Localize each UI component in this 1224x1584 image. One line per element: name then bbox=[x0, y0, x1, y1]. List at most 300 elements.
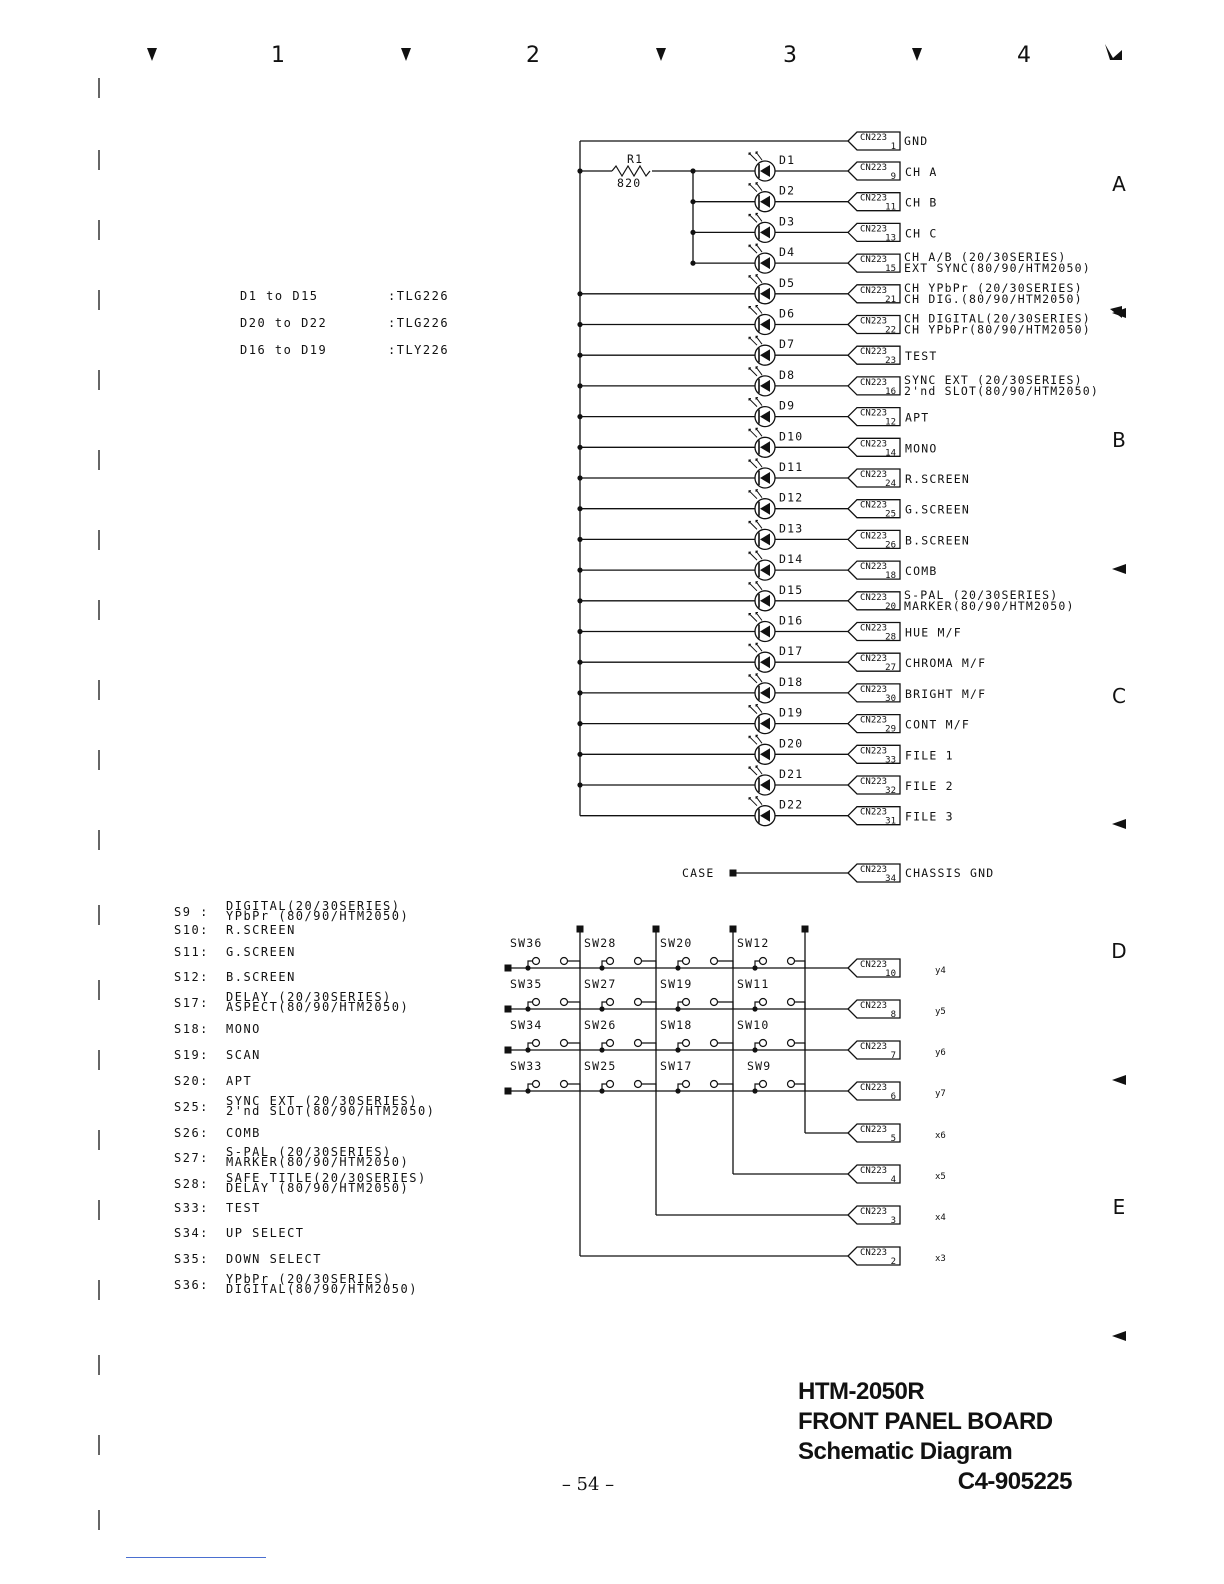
led-d1 bbox=[749, 152, 795, 181]
connector-cn223 bbox=[848, 1041, 900, 1061]
connector-name: CN223 bbox=[860, 1125, 888, 1135]
junction-dot bbox=[577, 598, 582, 603]
led-function-label: FILE 2 bbox=[905, 779, 954, 793]
connector-name: CN223 bbox=[860, 746, 888, 757]
switch-legend-row-value: YPbPr (80/90/HTM2050) bbox=[226, 909, 410, 923]
led-part-legend bbox=[240, 290, 500, 370]
led-emission-arrows bbox=[749, 213, 762, 222]
led-d9 bbox=[749, 398, 795, 427]
switch-contact bbox=[533, 1040, 540, 1047]
column-marker-2: 2 bbox=[526, 43, 540, 68]
column-signal: x6 bbox=[935, 1131, 946, 1141]
connector-cn223 bbox=[848, 530, 900, 550]
led-emission-arrows bbox=[749, 613, 762, 622]
switch-contact bbox=[683, 958, 690, 965]
connector-cn223 bbox=[848, 807, 900, 827]
connector-name: CN223 bbox=[860, 470, 888, 480]
connector-pin: 32 bbox=[885, 786, 896, 796]
switch-legend-row-value: R.SCREEN bbox=[226, 923, 296, 937]
led-ref: D6 bbox=[779, 306, 796, 321]
led-ref: D4 bbox=[779, 245, 796, 260]
connector-name: CN223 bbox=[860, 163, 888, 173]
connector-pin: 21 bbox=[885, 294, 896, 305]
connector-name: CN223 bbox=[860, 133, 888, 143]
led-emission-arrows bbox=[749, 459, 762, 468]
switch-contact bbox=[788, 1040, 795, 1047]
led-legend-row-value: :TLY226 bbox=[388, 343, 450, 357]
switch-contact bbox=[760, 958, 767, 965]
title-block bbox=[798, 1377, 1098, 1497]
led-function-label: EXT SYNC(80/90/HTM2050) bbox=[904, 261, 1091, 276]
junction-dot bbox=[752, 1006, 757, 1011]
junction-dot bbox=[577, 168, 582, 173]
switch-legend-row-value: APT bbox=[226, 1074, 253, 1088]
connector-pin: 33 bbox=[885, 755, 896, 766]
switch-ref-sw25: SW25 bbox=[584, 1059, 617, 1073]
junction-dot bbox=[577, 690, 582, 695]
connector-name: CN223 bbox=[860, 807, 888, 818]
connector-pin: 14 bbox=[885, 448, 896, 459]
junction-dot bbox=[690, 199, 695, 204]
junction-dot bbox=[577, 660, 582, 665]
led-function-label: TEST bbox=[905, 349, 938, 364]
led-emission-arrows bbox=[749, 520, 762, 529]
connector-name: CN223 bbox=[860, 439, 888, 450]
switch-legend-row-key: S11: bbox=[174, 945, 209, 959]
connector-name: CN223 bbox=[860, 592, 888, 603]
document-number: C4-905225 bbox=[957, 1468, 1072, 1495]
row-marker-c: C bbox=[1112, 684, 1126, 708]
led-d19 bbox=[749, 705, 803, 734]
led-function-label: CHROMA M/F bbox=[905, 656, 987, 671]
led-network bbox=[577, 132, 1122, 884]
zone-tick bbox=[1110, 306, 1122, 318]
led-function-label: CH B bbox=[905, 195, 938, 210]
led-function-label: G.SCREEN bbox=[905, 502, 970, 517]
switch-contact bbox=[788, 999, 795, 1006]
junction-dot bbox=[690, 230, 695, 235]
switch-contact bbox=[533, 1081, 540, 1088]
junction-dot bbox=[577, 537, 582, 542]
connector-pin: 7 bbox=[890, 1051, 896, 1061]
led-legend-row-key: D1 to D15 bbox=[240, 289, 319, 303]
connector-cn223 bbox=[848, 1124, 900, 1144]
connector-pin: 25 bbox=[885, 509, 896, 520]
led-emission-arrows bbox=[749, 551, 762, 560]
led-emission-arrows bbox=[749, 183, 762, 192]
led-function-label: SYNC EXT (20/30SERIES) bbox=[904, 372, 1083, 387]
switch-lead bbox=[795, 1043, 805, 1050]
junction-dot bbox=[599, 1006, 604, 1011]
switch-ref-sw36: SW36 bbox=[510, 936, 543, 950]
connector-cn223 bbox=[848, 1206, 900, 1226]
switch-legend-row-value: SCAN bbox=[226, 1048, 261, 1062]
switch-sw34 bbox=[528, 1040, 580, 1051]
board-name: FRONT PANEL BOARD bbox=[798, 1408, 1053, 1435]
switch-legend-row-key: S33: bbox=[174, 1201, 209, 1215]
switch-lead bbox=[718, 1043, 733, 1050]
led-function-label: CH DIG.(80/90/HTM2050) bbox=[904, 291, 1083, 306]
connector-name: CN223 bbox=[860, 960, 888, 970]
led-function-label: S-PAL (20/30SERIES) bbox=[904, 587, 1059, 602]
switch-legend-row-value: B.SCREEN bbox=[226, 970, 296, 984]
connector-pin: 23 bbox=[885, 356, 896, 367]
junction-dot bbox=[577, 782, 582, 787]
led-function-label: FILE 1 bbox=[905, 748, 954, 763]
led-function-label: CH DIGITAL(20/30SERIES) bbox=[904, 311, 1091, 326]
led-legend-row-value: :TLG226 bbox=[388, 289, 450, 303]
connector-pin: 22 bbox=[885, 325, 896, 336]
switch-lead bbox=[568, 1084, 580, 1091]
switch-legend-row-key: S25: bbox=[174, 1100, 209, 1114]
led-emission-arrows bbox=[749, 797, 762, 806]
led-emission-arrows bbox=[749, 367, 762, 376]
switch-contact bbox=[760, 1081, 767, 1088]
connector-name: CN223 bbox=[860, 1001, 888, 1011]
row-marker-d: D bbox=[1111, 939, 1127, 963]
connector-name: CN223 bbox=[860, 347, 888, 358]
switch-legend-row-value: G.SCREEN bbox=[226, 945, 296, 959]
switch-contact bbox=[533, 999, 540, 1006]
connector-pin: 2 bbox=[890, 1257, 896, 1267]
connector-name: CN223 bbox=[860, 377, 888, 388]
connector-name: CN223 bbox=[860, 865, 888, 875]
switch-sw36 bbox=[528, 958, 580, 969]
switch-ref-sw20: SW20 bbox=[660, 936, 693, 950]
column-signal: x4 bbox=[935, 1213, 946, 1223]
connector-cn223 bbox=[848, 285, 900, 305]
switch-lead bbox=[568, 1043, 580, 1050]
row-marker-e: E bbox=[1112, 1195, 1126, 1219]
led-function-label: B.SCREEN bbox=[905, 533, 970, 548]
switch-matrix bbox=[505, 926, 946, 1268]
switch-contact bbox=[711, 1081, 718, 1088]
connector-cn223 bbox=[848, 959, 900, 979]
switch-contact bbox=[561, 1081, 568, 1088]
led-function-label: CH A/B (20/30SERIES) bbox=[904, 250, 1067, 265]
led-ref: D8 bbox=[779, 367, 796, 382]
connector-pin: 28 bbox=[885, 632, 896, 643]
connector-cn223 bbox=[848, 592, 900, 612]
connector-pin: 31 bbox=[885, 816, 896, 827]
switch-legend-row-value: DELAY (80/90/HTM2050) bbox=[226, 1181, 410, 1195]
junction-dot bbox=[577, 445, 582, 450]
connector-pin: 5 bbox=[890, 1134, 896, 1144]
switch-sw10 bbox=[755, 1040, 805, 1051]
switch-legend-row-key: S19: bbox=[174, 1048, 209, 1062]
switch-sw12 bbox=[755, 958, 805, 969]
led-ref: D17 bbox=[779, 644, 804, 659]
switch-sw17 bbox=[678, 1081, 733, 1092]
led-emission-arrows bbox=[749, 244, 762, 253]
led-emission-arrows bbox=[749, 306, 762, 315]
switch-lead bbox=[642, 1043, 656, 1050]
switch-ref-sw10: SW10 bbox=[737, 1018, 770, 1032]
switch-lead bbox=[642, 1002, 656, 1009]
junction-dot bbox=[577, 629, 582, 634]
switch-legend-row-key: S18: bbox=[174, 1022, 209, 1036]
switch-legend-row-value: MONO bbox=[226, 1022, 261, 1036]
led-function-label: 2'nd SLOT(80/90/HTM2050) bbox=[904, 383, 1099, 398]
footnote-rule bbox=[126, 1557, 266, 1558]
connector-cn223 bbox=[848, 1247, 900, 1267]
switch-ref-sw27: SW27 bbox=[584, 977, 617, 991]
switch-sw25 bbox=[602, 1081, 656, 1092]
switch-contact bbox=[788, 958, 795, 965]
switch-contact bbox=[711, 958, 718, 965]
led-ref: D13 bbox=[779, 521, 804, 536]
junction-dot bbox=[577, 291, 582, 296]
connector-pin: 27 bbox=[885, 663, 896, 674]
switch-lead bbox=[642, 961, 656, 968]
connector-name: CN223 bbox=[860, 224, 888, 235]
column-marker-4: 4 bbox=[1017, 43, 1031, 68]
led-emission-arrows bbox=[749, 398, 762, 407]
led-function-label: FILE 3 bbox=[905, 809, 954, 824]
connector-cn223 bbox=[848, 561, 900, 581]
junction-dot bbox=[525, 1006, 530, 1011]
switch-legend-row-value: 2'nd SLOT(80/90/HTM2050) bbox=[226, 1104, 436, 1118]
connector-cn223 bbox=[848, 346, 900, 366]
chassis-label: CHASSIS GND bbox=[905, 866, 995, 880]
led-ref: D10 bbox=[779, 429, 804, 444]
connector-name: CN223 bbox=[860, 255, 888, 266]
junction-dot bbox=[599, 1088, 604, 1093]
switch-legend-row-value: COMB bbox=[226, 1126, 261, 1140]
switch-lead bbox=[795, 1084, 805, 1091]
connector-cn223 bbox=[848, 653, 900, 673]
connector-name: CN223 bbox=[860, 1207, 888, 1217]
connector-cn223 bbox=[848, 193, 900, 213]
led-emission-arrows bbox=[749, 336, 762, 345]
switch-ref-sw11: SW11 bbox=[737, 977, 770, 991]
zone-tick bbox=[1112, 1331, 1126, 1341]
connector-name: CN223 bbox=[860, 316, 888, 327]
switch-legend-row-value: DOWN SELECT bbox=[226, 1252, 322, 1266]
connector-name: CN223 bbox=[860, 193, 888, 204]
row-marker-a: A bbox=[1112, 172, 1126, 196]
zone-tick bbox=[1112, 819, 1126, 829]
junction-dot bbox=[577, 568, 582, 573]
connector-cn223 bbox=[848, 623, 900, 643]
switch-ref-sw12: SW12 bbox=[737, 936, 770, 950]
connector-cn223 bbox=[848, 316, 900, 336]
column-signal: x3 bbox=[935, 1254, 946, 1264]
switch-lead bbox=[642, 1084, 656, 1091]
connector-cn223 bbox=[848, 776, 900, 796]
switch-legend-row-value: YPbPr (20/30SERIES) bbox=[226, 1272, 392, 1286]
junction-dot bbox=[577, 475, 582, 480]
switch-contact bbox=[635, 999, 642, 1006]
led-legend-row-key: D20 to D22 bbox=[240, 316, 328, 330]
connector-name: CN223 bbox=[860, 654, 888, 665]
junction-dot bbox=[577, 414, 582, 419]
switch-legend-row-key: S26: bbox=[174, 1126, 209, 1140]
zone-tick bbox=[401, 48, 411, 61]
switch-ref-sw17: SW17 bbox=[660, 1059, 693, 1073]
switch-legend-row-value: ASPECT(80/90/HTM2050) bbox=[226, 1000, 410, 1014]
model-number: HTM-2050R bbox=[798, 1378, 925, 1405]
switch-contact bbox=[561, 1040, 568, 1047]
page-number: – 54 – bbox=[561, 1474, 615, 1495]
connector-cn223 bbox=[848, 684, 900, 704]
switch-legend-row-key: S17: bbox=[174, 996, 209, 1010]
switch-sw11 bbox=[755, 999, 805, 1010]
led-ref: D9 bbox=[779, 398, 796, 413]
junction-dot bbox=[525, 1088, 530, 1093]
connector-cn223 bbox=[848, 223, 900, 243]
zone-tick bbox=[1112, 564, 1126, 574]
switch-ref-sw34: SW34 bbox=[510, 1018, 543, 1032]
connector-cn223 bbox=[848, 132, 900, 152]
connector-pin: 24 bbox=[885, 479, 896, 489]
junction-dot bbox=[752, 965, 757, 970]
connector-pin: 10 bbox=[885, 969, 896, 979]
led-d8 bbox=[749, 367, 795, 396]
led-emission-arrows bbox=[749, 705, 762, 714]
switch-sw26 bbox=[602, 1040, 656, 1051]
junction-dot bbox=[577, 383, 582, 388]
junction-dot bbox=[752, 1088, 757, 1093]
switch-contact bbox=[711, 1040, 718, 1047]
led-d13 bbox=[749, 520, 803, 549]
row-marker-b: B bbox=[1112, 428, 1126, 452]
resistor-ref: R1 bbox=[627, 152, 644, 166]
switch-sw35 bbox=[528, 999, 580, 1010]
switch-legend-row-value: SYNC EXT (20/30SERIES) bbox=[226, 1094, 418, 1108]
switch-legend-row-value: MARKER(80/90/HTM2050) bbox=[226, 1155, 410, 1169]
led-d5 bbox=[749, 275, 795, 304]
junction-dot bbox=[752, 1047, 757, 1052]
switch-contact bbox=[607, 999, 614, 1006]
connector-name: CN223 bbox=[860, 684, 888, 695]
zone-tick bbox=[147, 48, 157, 61]
switch-legend-row-key: S9 : bbox=[174, 905, 209, 919]
led-ref: D18 bbox=[779, 674, 804, 689]
switch-sw20 bbox=[678, 958, 733, 969]
switch-lead bbox=[568, 1002, 580, 1009]
junction-dot bbox=[675, 1006, 680, 1011]
led-d14 bbox=[749, 551, 803, 580]
junction-dot bbox=[599, 1047, 604, 1052]
switch-lead bbox=[718, 1002, 733, 1009]
led-d20 bbox=[749, 735, 803, 764]
switch-contact bbox=[561, 999, 568, 1006]
led-function-label: BRIGHT M/F bbox=[905, 686, 987, 701]
led-ref: D22 bbox=[779, 797, 804, 812]
connector-pin: 9 bbox=[890, 172, 896, 182]
led-d10 bbox=[749, 428, 803, 457]
connector-pin: 16 bbox=[885, 386, 896, 397]
zone-tick bbox=[912, 48, 922, 61]
connector-pin: 20 bbox=[885, 601, 896, 612]
switch-lead bbox=[568, 961, 580, 968]
resistor-value: 820 bbox=[617, 176, 642, 190]
switch-contact bbox=[533, 958, 540, 965]
switch-contact bbox=[760, 1040, 767, 1047]
junction-dot bbox=[599, 965, 604, 970]
led-function-label: COMB bbox=[905, 564, 938, 579]
column-marker-3: 3 bbox=[783, 43, 797, 68]
switch-sw18 bbox=[678, 1040, 733, 1051]
connector-name: CN223 bbox=[860, 531, 888, 542]
switch-legend-row-key: S36: bbox=[174, 1278, 209, 1292]
connector-name: CN223 bbox=[860, 1083, 888, 1093]
row-signal: y5 bbox=[935, 1007, 946, 1017]
led-function-label: CH YPbPr (20/30SERIES) bbox=[904, 280, 1083, 295]
led-d17 bbox=[749, 643, 803, 672]
column-signal: x5 bbox=[935, 1172, 946, 1182]
switch-legend-row-value: DIGITAL(80/90/HTM2050) bbox=[226, 1282, 418, 1296]
led-d18 bbox=[749, 674, 803, 703]
switch-lead bbox=[718, 1084, 733, 1091]
case-label: CASE bbox=[682, 866, 715, 880]
switch-legend-row-key: S27: bbox=[174, 1151, 209, 1165]
switch-contact bbox=[607, 1081, 614, 1088]
switch-ref-sw26: SW26 bbox=[584, 1018, 617, 1032]
led-d16 bbox=[749, 613, 803, 642]
switch-lead bbox=[795, 961, 805, 968]
led-d22 bbox=[749, 797, 803, 826]
junction-dot bbox=[675, 965, 680, 970]
switch-legend-row-value: TEST bbox=[226, 1201, 261, 1215]
switch-legend-row-key: S10: bbox=[174, 923, 209, 937]
connector-name: CN223 bbox=[860, 1248, 888, 1258]
led-ref: D12 bbox=[779, 490, 804, 505]
led-ref: D5 bbox=[779, 275, 796, 290]
led-ref: D21 bbox=[779, 767, 804, 781]
led-emission-arrows bbox=[749, 735, 762, 744]
led-function-label: HUE M/F bbox=[905, 625, 962, 640]
connector-name: CN223 bbox=[860, 715, 888, 726]
connector-pin: 6 bbox=[890, 1092, 896, 1102]
switch-legend-row-key: S12: bbox=[174, 970, 209, 984]
switch-lead bbox=[795, 1002, 805, 1009]
led-d4 bbox=[749, 244, 795, 273]
switch-ref-sw28: SW28 bbox=[584, 936, 617, 950]
connector-cn223 bbox=[848, 162, 900, 182]
switch-contact bbox=[561, 958, 568, 965]
switch-legend-row-key: S35: bbox=[174, 1252, 209, 1266]
resistor-r1 bbox=[612, 166, 650, 176]
switch-contact bbox=[635, 958, 642, 965]
led-ref: D1 bbox=[779, 153, 796, 167]
connector-cn223 bbox=[848, 1082, 900, 1102]
led-ref: D3 bbox=[779, 214, 796, 229]
gnd-label: GND bbox=[904, 134, 929, 148]
switch-contact bbox=[635, 1040, 642, 1047]
junction-dot bbox=[525, 1047, 530, 1052]
led-function-label: MONO bbox=[905, 441, 938, 456]
led-emission-arrows bbox=[749, 275, 762, 284]
switch-sw19 bbox=[678, 999, 733, 1010]
connector-name: CN223 bbox=[860, 623, 888, 634]
connector-pin: 34 bbox=[885, 874, 896, 884]
connector-cn223 bbox=[848, 469, 900, 489]
connector-cn223 bbox=[848, 408, 900, 428]
led-function-label: MARKER(80/90/HTM2050) bbox=[904, 598, 1075, 613]
led-ref: D20 bbox=[779, 736, 804, 751]
column-marker-1: 1 bbox=[271, 43, 285, 68]
connector-cn223 bbox=[848, 1000, 900, 1020]
led-emission-arrows bbox=[749, 490, 762, 499]
diagram-kind: Schematic Diagram bbox=[798, 1438, 1013, 1465]
connector-cn223 bbox=[848, 864, 900, 884]
connector-pin: 29 bbox=[885, 724, 896, 735]
junction-dot bbox=[675, 1088, 680, 1093]
connector-pin: 30 bbox=[885, 693, 896, 704]
connector-pin: 8 bbox=[890, 1010, 896, 1020]
